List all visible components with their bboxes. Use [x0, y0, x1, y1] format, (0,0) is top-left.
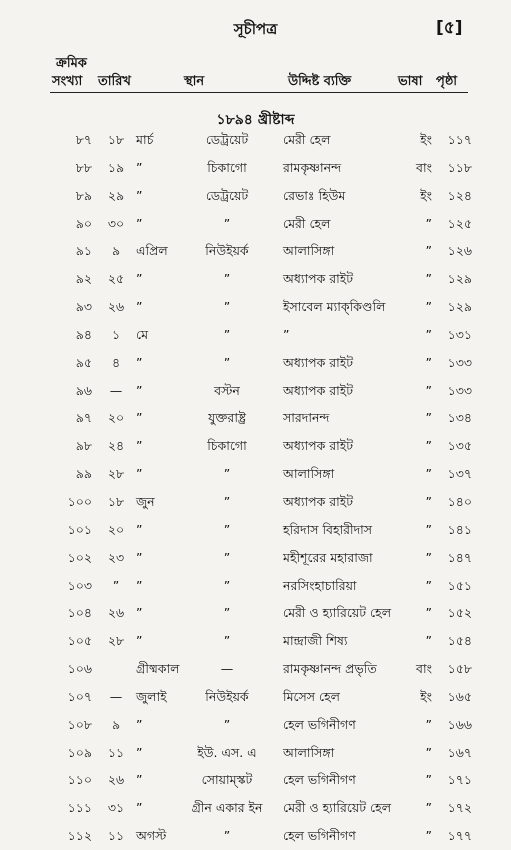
- serial-number-cell: ১০৬: [67, 661, 92, 677]
- header-date: তারিখ: [98, 74, 131, 89]
- place-cell: ”: [223, 466, 231, 482]
- serial-number-cell: ৯৯: [75, 466, 92, 482]
- month-cell: ”: [136, 159, 143, 175]
- language-cell: ”: [425, 326, 432, 342]
- language-cell: ”: [425, 493, 432, 509]
- day-cell: ২৬: [107, 605, 125, 621]
- day-cell: ১৮: [107, 132, 125, 147]
- page-ref-cell: ১৩৪: [447, 410, 472, 426]
- page-ref-cell: ১৪১: [447, 521, 472, 537]
- page-ref-cell: ১৫৪: [447, 633, 472, 649]
- header-page: পৃষ্ঠা: [436, 74, 458, 89]
- table-row: [0, 321, 511, 349]
- recipient-cell: নরসিংহাচারিয়া: [283, 577, 357, 593]
- month-cell: ”: [136, 215, 143, 231]
- place-cell: গ্রীন একার ইন: [191, 800, 263, 816]
- recipient-cell: মান্দ্রাজী শিষ্য: [283, 633, 348, 649]
- recipient-cell: আলাসিঙ্গা: [283, 744, 335, 760]
- place-cell: নিউইয়র্ক: [205, 243, 249, 259]
- month-cell: ”: [136, 299, 143, 315]
- day-cell: ২৯: [107, 187, 125, 203]
- day-cell: ১১: [107, 828, 125, 844]
- serial-number-cell: ১০৩: [67, 577, 92, 593]
- serial-number-cell: ১০৮: [67, 716, 92, 732]
- place-cell: ”: [223, 493, 231, 509]
- serial-number-cell: ১০৭: [67, 688, 92, 704]
- page-ref-cell: ১২৯: [447, 271, 472, 287]
- serial-number-cell: ১০৫: [67, 633, 92, 649]
- page-ref-cell: ১৩৭: [447, 466, 472, 482]
- page-number: [৫]: [436, 18, 463, 38]
- recipient-cell: ”: [283, 326, 290, 342]
- table-row: [0, 265, 511, 293]
- page-ref-cell: ১৫৮: [447, 661, 472, 677]
- month-cell: এপ্রিল: [136, 243, 168, 259]
- language-cell: ”: [425, 772, 432, 788]
- day-cell: ১১: [107, 744, 125, 760]
- day-cell: ১: [111, 326, 121, 342]
- place-cell: ”: [223, 326, 231, 342]
- table-row: [0, 739, 511, 767]
- serial-number-cell: ৯৮: [75, 438, 92, 454]
- serial-number-cell: ৮৮: [75, 159, 92, 175]
- month-cell: জুন: [136, 493, 155, 509]
- month-cell: ”: [136, 605, 143, 621]
- table-row: [0, 154, 511, 182]
- day-cell: ৪: [111, 354, 121, 370]
- table-row: [0, 655, 511, 683]
- table-row: [0, 349, 511, 377]
- page-ref-cell: ১৬৭: [447, 744, 472, 760]
- page-ref-cell: ১৬৫: [447, 688, 472, 704]
- month-cell: ”: [136, 549, 143, 565]
- month-cell: ”: [136, 410, 143, 426]
- place-cell: ”: [223, 605, 231, 621]
- place-cell: ডেট্রয়েট: [205, 132, 249, 147]
- day-cell: ২৮: [107, 466, 125, 482]
- month-cell: ”: [136, 382, 143, 398]
- table-row: [0, 572, 511, 600]
- language-cell: ”: [425, 215, 432, 231]
- place-cell: ”: [223, 299, 231, 315]
- recipient-cell: হেল ভগিনীগণ: [283, 772, 356, 788]
- day-cell: ২৬: [107, 772, 125, 788]
- month-cell: অগস্ট: [136, 828, 167, 844]
- table-row: [0, 516, 511, 544]
- index-table: [0, 126, 511, 850]
- language-cell: ”: [425, 243, 432, 259]
- serial-number-cell: ৮৭: [75, 132, 92, 147]
- month-cell: ”: [136, 716, 143, 732]
- page-title: সূচীপত্র: [233, 20, 278, 38]
- place-cell: নিউইয়র্ক: [205, 688, 249, 704]
- page-ref-cell: ১২৬: [447, 243, 472, 259]
- language-cell: বাং: [416, 661, 432, 677]
- recipient-cell: হেল ভগিনীগণ: [283, 828, 356, 844]
- page-ref-cell: ১৬৬: [447, 716, 472, 732]
- table-row: [0, 404, 511, 432]
- language-cell: ”: [425, 549, 432, 565]
- serial-number-cell: ৯৪: [75, 326, 92, 342]
- day-cell: ২৩: [107, 549, 125, 565]
- language-cell: ইং: [420, 187, 432, 203]
- language-cell: ”: [425, 299, 432, 315]
- header-language: ভাষা: [398, 74, 423, 89]
- place-cell: চিকাগো: [207, 438, 247, 454]
- place-cell: —: [220, 661, 234, 677]
- serial-number-cell: ৯৫: [75, 354, 92, 370]
- day-cell: ৯: [111, 243, 121, 259]
- recipient-cell: হেল ভগিনীগণ: [283, 716, 356, 732]
- serial-number-cell: ১০০: [67, 493, 92, 509]
- table-row: [0, 544, 511, 572]
- serial-number-cell: ৯৭: [75, 410, 92, 426]
- page-ref-cell: ১৫২: [447, 605, 472, 621]
- recipient-cell: অধ্যাপক রাইট: [283, 438, 354, 454]
- serial-number-cell: ৯২: [75, 271, 92, 287]
- page-ref-cell: ১৩৩: [447, 382, 472, 398]
- day-cell: ২০: [107, 521, 125, 537]
- page-ref-cell: ১১৭: [447, 132, 472, 147]
- recipient-cell: অধ্যাপক রাইট: [283, 354, 354, 370]
- place-cell: ”: [223, 633, 231, 649]
- language-cell: ”: [425, 744, 432, 760]
- header-person: উদ্দিষ্ট ব্যক্তি: [288, 74, 352, 89]
- day-cell: ২৮: [107, 633, 125, 649]
- day-cell: ”: [112, 577, 120, 593]
- header-rule: [50, 92, 468, 93]
- day-cell: ১৮: [107, 493, 125, 509]
- month-cell: ”: [136, 438, 143, 454]
- header-serial-top: ক্রমিক: [56, 56, 87, 71]
- language-cell: ”: [425, 633, 432, 649]
- table-row: [0, 432, 511, 460]
- year-heading: ১৮৯৪ খ্রীষ্টাব্দ: [216, 112, 295, 128]
- page-ref-cell: ১৪০: [447, 493, 472, 509]
- page-ref-cell: ১৩৫: [447, 438, 472, 454]
- serial-number-cell: ৯১: [75, 243, 92, 259]
- place-cell: ”: [223, 577, 231, 593]
- month-cell: মার্চ: [136, 132, 154, 147]
- table-row: [0, 822, 511, 850]
- month-cell: মে: [136, 326, 149, 342]
- serial-number-cell: ৯৬: [75, 382, 92, 398]
- table-row: [0, 683, 511, 711]
- page-ref-cell: ১৩১: [447, 326, 472, 342]
- day-cell: —: [109, 382, 123, 398]
- month-cell: ”: [136, 187, 143, 203]
- language-cell: ”: [425, 382, 432, 398]
- language-cell: ”: [425, 438, 432, 454]
- recipient-cell: মিসেস হেল: [283, 688, 340, 704]
- day-cell: ২৫: [107, 271, 125, 287]
- serial-number-cell: ১০৯: [67, 744, 92, 760]
- table-row: [0, 460, 511, 488]
- place-cell: যুক্তরাষ্ট্র: [208, 410, 246, 426]
- month-cell: জুলাই: [136, 688, 167, 704]
- table-row: [0, 182, 511, 210]
- page-ref-cell: ১৭১: [447, 772, 472, 788]
- table-row: [0, 599, 511, 627]
- language-cell: ”: [425, 466, 432, 482]
- table-row: [0, 210, 511, 238]
- table-row: [0, 126, 511, 154]
- table-row: [0, 237, 511, 265]
- page-ref-cell: ১৫১: [447, 577, 472, 593]
- month-cell: ”: [136, 271, 143, 287]
- place-cell: ”: [223, 716, 231, 732]
- month-cell: ”: [136, 577, 143, 593]
- language-cell: ইং: [420, 132, 432, 147]
- serial-number-cell: ১১২: [67, 828, 92, 844]
- recipient-cell: আলাসিঙ্গা: [283, 243, 335, 259]
- header-place: স্থান: [184, 74, 205, 89]
- serial-number-cell: ৯০: [75, 215, 92, 231]
- serial-number-cell: ১০১: [67, 521, 92, 537]
- day-cell: —: [109, 688, 123, 704]
- month-cell: ”: [136, 800, 143, 816]
- day-cell: ৯: [111, 716, 121, 732]
- language-cell: বাং: [416, 159, 432, 175]
- page-ref-cell: ১৩৩: [447, 354, 472, 370]
- month-cell: গ্রীষ্মকাল: [136, 661, 180, 677]
- recipient-cell: মেরী হেল: [283, 132, 331, 147]
- day-cell: ২৬: [107, 299, 125, 315]
- month-cell: ”: [136, 354, 143, 370]
- language-cell: ”: [425, 354, 432, 370]
- month-cell: ”: [136, 744, 143, 760]
- place-cell: ”: [223, 271, 231, 287]
- recipient-cell: মহীশূরের মহারাজা: [283, 549, 373, 565]
- page-ref-cell: ১২৪: [447, 187, 472, 203]
- page-ref-cell: ১২৯: [447, 299, 472, 315]
- recipient-cell: অধ্যাপক রাইট: [283, 271, 354, 287]
- page-ref-cell: ১১৮: [447, 159, 472, 175]
- place-cell: ইউ. এস. এ: [197, 744, 257, 760]
- recipient-cell: অধ্যাপক রাইট: [283, 493, 354, 509]
- language-cell: ”: [425, 271, 432, 287]
- serial-number-cell: ৯৩: [75, 299, 92, 315]
- page-ref-cell: ১৪৭: [447, 549, 472, 565]
- page-ref-cell: ১২৫: [447, 215, 472, 231]
- recipient-cell: মেরী হেল: [283, 215, 331, 231]
- recipient-cell: অধ্যাপক রাইট: [283, 382, 354, 398]
- header-serial-bottom: সংখ্যা: [52, 74, 83, 89]
- day-cell: ২০: [107, 410, 125, 426]
- language-cell: ”: [425, 605, 432, 621]
- serial-number-cell: ১১০: [67, 772, 92, 788]
- place-cell: ”: [223, 828, 231, 844]
- table-row: [0, 293, 511, 321]
- language-cell: ”: [425, 828, 432, 844]
- serial-number-cell: ১০২: [67, 549, 92, 565]
- place-cell: ”: [223, 215, 231, 231]
- table-row: [0, 377, 511, 405]
- language-cell: ”: [425, 577, 432, 593]
- language-cell: ”: [425, 716, 432, 732]
- recipient-cell: মেরী ও হ্যারিয়েট হেল: [283, 800, 392, 816]
- day-cell: ৩০: [107, 215, 125, 231]
- page-ref-cell: ১৭২: [447, 800, 472, 816]
- recipient-cell: মেরী ও হ্যারিয়েট হেল: [283, 605, 392, 621]
- place-cell: সোয়াম্স্কট: [201, 772, 253, 788]
- table-row: [0, 711, 511, 739]
- serial-number-cell: ১০৪: [67, 605, 92, 621]
- page-ref-cell: ১৭৭: [447, 828, 472, 844]
- recipient-cell: রেভাঃ হিউম: [283, 187, 346, 203]
- recipient-cell: হরিদাস বিহারীদাস: [283, 521, 373, 537]
- day-cell: ১৯: [107, 159, 125, 175]
- recipient-cell: রামকৃষ্ণানন্দ প্রভৃতি: [283, 661, 377, 677]
- place-cell: বস্টন: [214, 382, 240, 398]
- language-cell: ”: [425, 521, 432, 537]
- language-cell: ”: [425, 800, 432, 816]
- serial-number-cell: ৮৯: [75, 187, 92, 203]
- table-row: [0, 488, 511, 516]
- table-row: [0, 794, 511, 822]
- month-cell: ”: [136, 521, 143, 537]
- language-cell: ইং: [420, 688, 432, 704]
- place-cell: চিকাগো: [207, 159, 247, 175]
- place-cell: ”: [223, 521, 231, 537]
- table-row: [0, 627, 511, 655]
- recipient-cell: রামকৃষ্ণানন্দ: [283, 159, 342, 175]
- month-cell: ”: [136, 772, 143, 788]
- day-cell: ৩১: [107, 800, 125, 816]
- month-cell: ”: [136, 466, 143, 482]
- recipient-cell: সারদানন্দ: [283, 410, 330, 426]
- language-cell: ”: [425, 410, 432, 426]
- place-cell: ”: [223, 354, 231, 370]
- place-cell: ”: [223, 549, 231, 565]
- recipient-cell: ইসাবেল ম্যাক্‌কিণ্ডলি: [283, 299, 386, 315]
- month-cell: ”: [136, 633, 143, 649]
- recipient-cell: আলাসিঙ্গা: [283, 466, 335, 482]
- table-row: [0, 766, 511, 794]
- serial-number-cell: ১১১: [67, 800, 92, 816]
- day-cell: ২৪: [107, 438, 125, 454]
- place-cell: ডেট্রয়েট: [205, 187, 249, 203]
